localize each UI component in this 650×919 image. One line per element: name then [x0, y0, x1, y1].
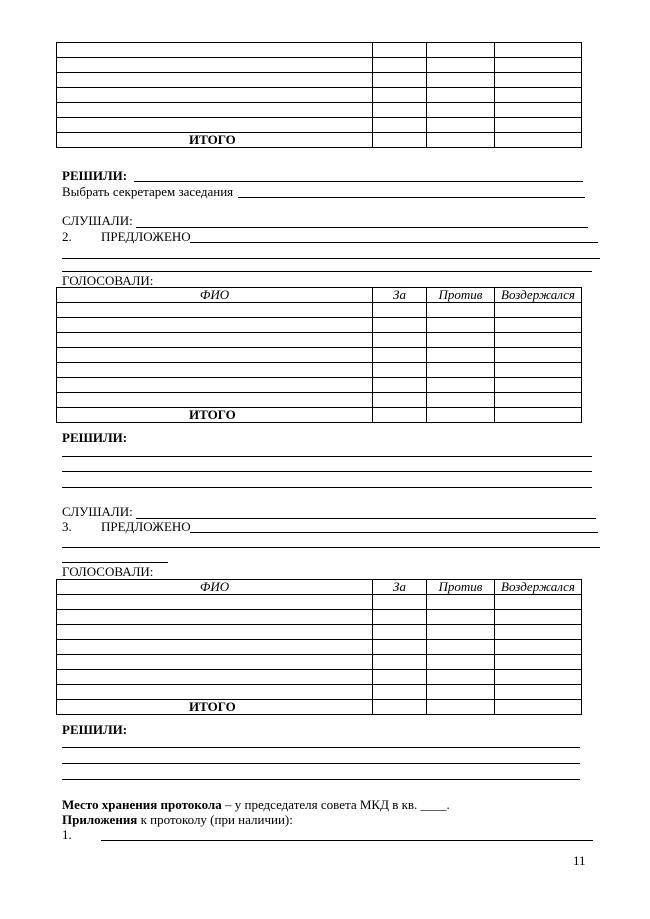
- cell-fio[interactable]: [57, 43, 373, 58]
- total-label: ИТОГО: [189, 407, 236, 422]
- attachment-item-number: 1.: [62, 827, 72, 842]
- cell-fio[interactable]: [57, 303, 373, 318]
- cell-fio[interactable]: [57, 333, 373, 348]
- cell-for[interactable]: [373, 88, 427, 103]
- table-row: [57, 348, 582, 363]
- table-row: [57, 43, 582, 58]
- votes-table-1: [56, 42, 582, 148]
- cell-against[interactable]: [427, 670, 495, 685]
- cell-against[interactable]: [427, 685, 495, 700]
- cell-abstained[interactable]: [495, 73, 582, 88]
- proposed-line-3b[interactable]: [62, 547, 600, 548]
- header-fio: ФИО: [57, 580, 373, 595]
- cell-against[interactable]: [427, 73, 495, 88]
- cell-fio[interactable]: [57, 348, 373, 363]
- item-number-3: 3.: [62, 519, 72, 534]
- proposed-line-3[interactable]: [190, 532, 598, 533]
- heard-line-2[interactable]: [136, 227, 588, 228]
- total-label: ИТОГО: [189, 132, 236, 147]
- cell-abstained[interactable]: [495, 103, 582, 118]
- total-against[interactable]: [427, 408, 495, 423]
- header-for: За: [373, 580, 427, 595]
- voted-label-2: ГОЛОСОВАЛИ:: [62, 273, 154, 288]
- cell-fio[interactable]: [57, 610, 373, 625]
- header-against: Против: [427, 580, 495, 595]
- total-label-cell: [57, 133, 373, 148]
- cell-for[interactable]: [373, 685, 427, 700]
- cell-against[interactable]: [427, 88, 495, 103]
- attachment-line-1[interactable]: [101, 840, 593, 841]
- table-total-row: [57, 700, 582, 715]
- proposed-label-3: ПРЕДЛОЖЕНО: [101, 519, 191, 534]
- cell-fio[interactable]: [57, 625, 373, 640]
- header-abstained: Воздержался: [495, 288, 582, 303]
- cell-for[interactable]: [373, 118, 427, 133]
- storage-text: – у председателя совета МКД в кв. ____.: [221, 797, 450, 812]
- decided-label-1: РЕШИЛИ:: [62, 168, 128, 183]
- cell-against[interactable]: [427, 655, 495, 670]
- cell-against[interactable]: [427, 318, 495, 333]
- table-total-row: [57, 133, 582, 148]
- cell-fio[interactable]: [57, 670, 373, 685]
- cell-against[interactable]: [427, 348, 495, 363]
- item-number-2: 2.: [62, 229, 72, 244]
- proposed-line-2b[interactable]: [62, 258, 600, 259]
- decided-line-2b[interactable]: [62, 471, 592, 472]
- attachments-text: к протоколу (при наличии):: [137, 812, 293, 827]
- cell-abstained[interactable]: [495, 393, 582, 408]
- total-label-cell: [57, 700, 373, 715]
- cell-abstained[interactable]: [495, 685, 582, 700]
- cell-for[interactable]: [373, 348, 427, 363]
- secretary-line[interactable]: [238, 197, 585, 198]
- table-row: [57, 625, 582, 640]
- cell-for[interactable]: [373, 378, 427, 393]
- cell-against[interactable]: [427, 303, 495, 318]
- cell-for[interactable]: [373, 103, 427, 118]
- cell-against[interactable]: [427, 363, 495, 378]
- decided-line-3a[interactable]: [62, 747, 580, 748]
- table-row: [57, 303, 582, 318]
- cell-abstained[interactable]: [495, 58, 582, 73]
- cell-for[interactable]: [373, 58, 427, 73]
- cell-fio[interactable]: [57, 655, 373, 670]
- cell-for[interactable]: [373, 73, 427, 88]
- storage-line: [62, 798, 450, 812]
- total-for[interactable]: [373, 700, 427, 715]
- total-against[interactable]: [427, 133, 495, 148]
- total-for[interactable]: [373, 133, 427, 148]
- cell-for[interactable]: [373, 363, 427, 378]
- proposed-line-3c[interactable]: [62, 562, 168, 563]
- cell-fio[interactable]: [57, 58, 373, 73]
- cell-fio[interactable]: [57, 103, 373, 118]
- table-row: [57, 640, 582, 655]
- cell-fio[interactable]: [57, 73, 373, 88]
- cell-against[interactable]: [427, 43, 495, 58]
- cell-against[interactable]: [427, 103, 495, 118]
- cell-against[interactable]: [427, 378, 495, 393]
- total-label: ИТОГО: [189, 699, 236, 714]
- table-row: [57, 318, 582, 333]
- proposed-line-2[interactable]: [190, 242, 598, 243]
- cell-abstained[interactable]: [495, 363, 582, 378]
- page-number: 11: [573, 853, 586, 868]
- cell-abstained[interactable]: [495, 348, 582, 363]
- total-against[interactable]: [427, 700, 495, 715]
- cell-for[interactable]: [373, 610, 427, 625]
- cell-fio[interactable]: [57, 118, 373, 133]
- votes-table-1-body: [57, 43, 582, 148]
- total-abstained[interactable]: [495, 408, 582, 423]
- cell-fio[interactable]: [57, 393, 373, 408]
- total-label-cell: [57, 408, 373, 423]
- cell-for[interactable]: [373, 393, 427, 408]
- proposed-line-2c[interactable]: [62, 271, 592, 272]
- cell-against[interactable]: [427, 640, 495, 655]
- storage-label: Место хранения протокола: [62, 797, 222, 812]
- header-against: Против: [427, 288, 495, 303]
- votes-table-3: [56, 579, 582, 715]
- cell-abstained[interactable]: [495, 610, 582, 625]
- cell-for[interactable]: [373, 640, 427, 655]
- votes-table-2: [56, 287, 582, 423]
- attachments-line: [62, 813, 293, 827]
- table-row: [57, 655, 582, 670]
- table-row: [57, 363, 582, 378]
- cell-abstained[interactable]: [495, 640, 582, 655]
- cell-abstained[interactable]: [495, 88, 582, 103]
- header-for: За: [373, 288, 427, 303]
- table-row: [57, 118, 582, 133]
- cell-fio[interactable]: [57, 378, 373, 393]
- cell-abstained[interactable]: [495, 670, 582, 685]
- table-row: [57, 73, 582, 88]
- table-row: [57, 393, 582, 408]
- table-row: [57, 670, 582, 685]
- cell-against[interactable]: [427, 393, 495, 408]
- cell-fio[interactable]: [57, 88, 373, 103]
- heard-label-3: СЛУШАЛИ:: [62, 504, 133, 519]
- cell-abstained[interactable]: [495, 378, 582, 393]
- table-row: [57, 595, 582, 610]
- table-row: [57, 685, 582, 700]
- table-total-row: [57, 408, 582, 423]
- cell-against[interactable]: [427, 610, 495, 625]
- table-row: [57, 333, 582, 348]
- cell-for[interactable]: [373, 303, 427, 318]
- header-abstained: Воздержался: [495, 580, 582, 595]
- cell-abstained[interactable]: [495, 118, 582, 133]
- cell-against[interactable]: [427, 595, 495, 610]
- table-row: [57, 103, 582, 118]
- cell-abstained[interactable]: [495, 655, 582, 670]
- cell-against[interactable]: [427, 333, 495, 348]
- total-abstained[interactable]: [495, 700, 582, 715]
- cell-abstained[interactable]: [495, 318, 582, 333]
- decided-label-3: РЕШИЛИ:: [62, 722, 128, 737]
- cell-for[interactable]: [373, 43, 427, 58]
- table-header-row: [57, 288, 582, 303]
- votes-table-3-body: [57, 580, 582, 715]
- decided-line-3c[interactable]: [62, 779, 580, 780]
- cell-fio[interactable]: [57, 640, 373, 655]
- table-row: [57, 58, 582, 73]
- cell-abstained[interactable]: [495, 333, 582, 348]
- table-header-row: [57, 580, 582, 595]
- table-row: [57, 610, 582, 625]
- voted-label-3: ГОЛОСОВАЛИ:: [62, 564, 154, 579]
- heard-label-2: СЛУШАЛИ:: [62, 213, 133, 228]
- proposed-label-2: ПРЕДЛОЖЕНО: [101, 229, 191, 244]
- cell-fio[interactable]: [57, 595, 373, 610]
- table-row: [57, 378, 582, 393]
- cell-for[interactable]: [373, 655, 427, 670]
- attachments-label: Приложения: [62, 812, 138, 827]
- cell-abstained[interactable]: [495, 43, 582, 58]
- decided-line-2c[interactable]: [62, 487, 592, 488]
- cell-fio[interactable]: [57, 318, 373, 333]
- cell-abstained[interactable]: [495, 625, 582, 640]
- total-for[interactable]: [373, 408, 427, 423]
- cell-fio[interactable]: [57, 363, 373, 378]
- cell-against[interactable]: [427, 625, 495, 640]
- cell-for[interactable]: [373, 318, 427, 333]
- decided-label-2: РЕШИЛИ:: [62, 430, 128, 445]
- cell-for[interactable]: [373, 625, 427, 640]
- decided-line-1[interactable]: [134, 181, 583, 182]
- cell-for[interactable]: [373, 595, 427, 610]
- secretary-text: Выбрать секретарем заседания: [62, 184, 234, 199]
- total-abstained[interactable]: [495, 133, 582, 148]
- decided-line-3b[interactable]: [62, 763, 580, 764]
- votes-table-2-body: [57, 288, 582, 423]
- heard-line-3[interactable]: [136, 518, 596, 519]
- cell-against[interactable]: [427, 58, 495, 73]
- cell-against[interactable]: [427, 118, 495, 133]
- cell-abstained[interactable]: [495, 303, 582, 318]
- decided-line-2a[interactable]: [62, 456, 592, 457]
- header-fio: ФИО: [57, 288, 373, 303]
- cell-fio[interactable]: [57, 685, 373, 700]
- table-row: [57, 88, 582, 103]
- cell-for[interactable]: [373, 670, 427, 685]
- cell-abstained[interactable]: [495, 595, 582, 610]
- cell-for[interactable]: [373, 333, 427, 348]
